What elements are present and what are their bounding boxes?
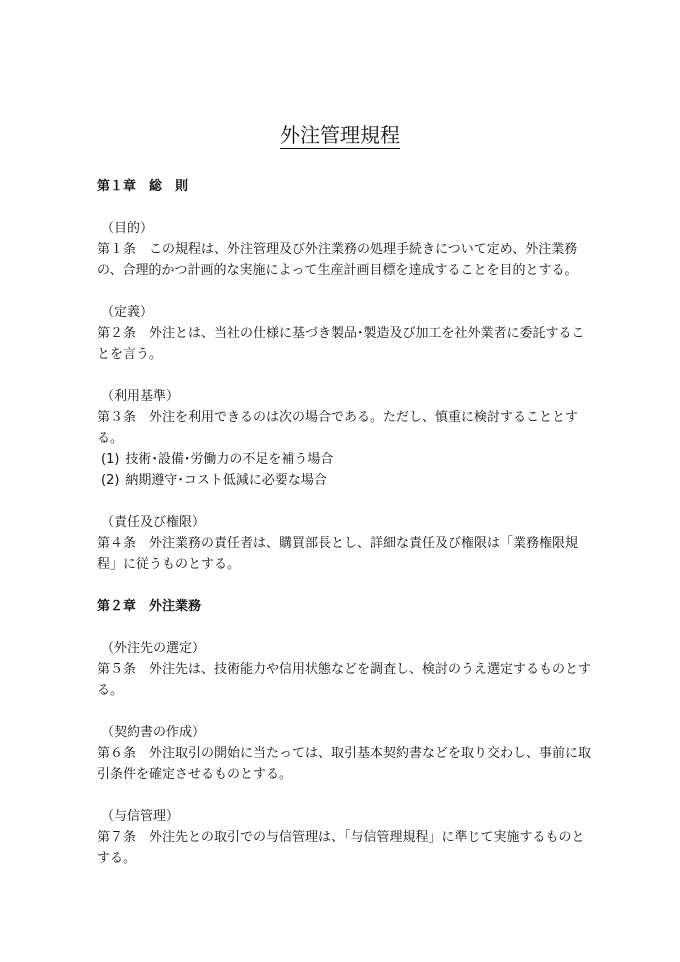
article-text: 第２条 外注とは、当社の仕様に基づき製品･製造及び加工を社外業者に委託することを言う。 [97,326,585,362]
article-heading: （外注先の選定） [101,641,206,656]
list-item: (2) 納期遵守･コスト低減に必要な場合 [101,473,327,488]
document-title: 外注管理規程 [280,123,400,147]
article-text: 第４条 外注業務の責任者は、購買部長とし、詳細な責任及び権限は「業務権限規程」に従うものとする。 [97,536,579,572]
article-text: 第１条 この規程は、外注管理及び外注業務の処理手続きについて定め、外注業務の、合理的かつ計画的な実施によって生産計画目標を達成することを目的とする。 [97,242,578,278]
list-item: (1) 技術･設備･労働力の不足を補う場合 [101,452,334,467]
article-heading: （責任及び権限） [101,515,206,530]
article-heading: （利用基準） [101,389,180,404]
article-text: 第６条 外注取引の開始に当たっては、取引基本契約書などを取り交わし、事前に取引条件を確定させるものとする。 [97,746,592,782]
article-text: 第３条 外注を利用できるのは次の場合である。ただし、慎重に検討することとする。 [97,410,579,446]
article-heading: （定義） [101,305,154,320]
article-text: 第７条 外注先との取引での与信管理は、「与信管理規程」に準じて実施するものとする。 [97,830,585,866]
chapter-heading: 第２章 外注業務 [97,599,202,614]
article-text: 第５条 外注先は、技術能力や信用状態などを調査し、検討のうえ選定するものとする。 [97,662,592,698]
article-heading: （目的） [101,221,154,236]
chapter-heading: 第１章 総 則 [97,179,189,194]
document-body [97,176,597,869]
article-heading: （契約書の作成） [101,725,206,740]
article-heading: （与信管理） [101,809,180,824]
